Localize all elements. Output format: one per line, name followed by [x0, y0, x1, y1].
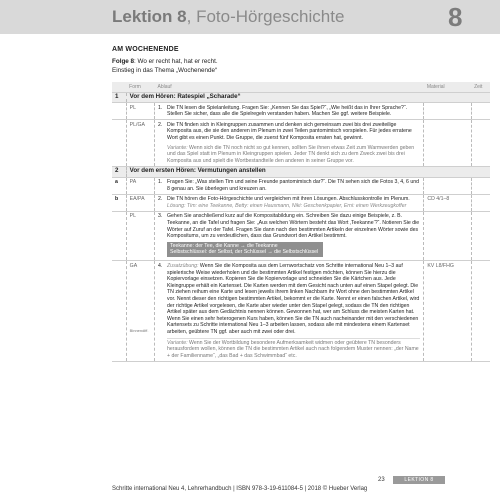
episode-topic: Einstieg in das Thema „Wochenende“	[112, 67, 218, 74]
subtask-letter: a	[112, 177, 126, 194]
variant-text: Wenn Sie der Wortbildung besondere Aufmerksamkeit widmen oder geübtere TN besonders herausfordern wollen, können die TN die bestimmten Artikel auch nach folgendem Muster nennen: „der Name + der Familienname“, „das Bad + das Schwimmbad“ etc.	[167, 339, 419, 359]
step-text: Fragen Sie: „Was stellen Tim und seine Freunde pantomimisch dar?“. Die TN sehen sich die Fotos 3, 4, 6 und 8 genau an. Sie überlegen und kreuzen an.	[167, 179, 420, 192]
step-text: Die TN hören die Foto-Hörgeschichte und vergleichen mit ihren Lösungen. Abschlusskontrolle im Plenum.	[167, 196, 410, 203]
lesson-subtitle: , Foto-Hörgeschichte	[186, 7, 345, 26]
step-number: 2.	[158, 121, 163, 128]
social-form: PL	[126, 103, 154, 120]
procedure-cell	[155, 103, 424, 120]
table-row	[112, 120, 490, 167]
section-number: 1	[112, 92, 126, 103]
table-row	[112, 194, 490, 211]
board-line: Selbstschlüssel: der Selbst, der Schlüssel → die Selbstschlüssel	[170, 249, 319, 256]
variant-label: Variante:	[167, 144, 188, 151]
episode-line	[112, 57, 442, 66]
procedure-cell	[155, 194, 424, 211]
table-row	[112, 211, 490, 261]
section-number: 2	[112, 166, 126, 177]
step-text: Die TN lesen die Spielanleitung. Fragen Sie: „Kennen Sie das Spiel?“, „Wie heißt das in Ihrer Sprache?“. Stellen Sie sicher, dass alle die Spielregeln verstanden haben. Machen Sie ggf. weitere Beispiele.	[167, 104, 408, 118]
section-heading: Vor dem Hören: Ratespiel „Scharade“	[126, 92, 490, 103]
social-form: PL/GA	[126, 120, 154, 167]
lesson-label: Lektion 8	[112, 7, 187, 26]
step-text: Die TN finden sich in Kleingruppen zusammen und denken sich gemeinsam zwei bis drei zweiteilige Komposita aus, die sie den anderen im Plenum in zwei Teilen pantomimisch vorspielen. Für jedes erratene Wort gibt es einen Punkt. Die Gruppe, die zuerst fünf Komposita erraten hat, gewinnt.	[167, 121, 412, 142]
procedure-cell	[155, 120, 424, 167]
section-row-2	[112, 166, 490, 177]
col-header-material: Material	[424, 82, 471, 92]
board-line: Teekanne: der Tee, die Kanne → die Teekanne	[170, 242, 278, 249]
table-row	[112, 103, 490, 120]
col-header-procedure: Ablauf	[155, 82, 424, 92]
step-text: Gehen Sie anschließend kurz auf die Kompositabildung ein. Schreiben Sie dazu einige Beispiele, z. B. Teekanne, an die Tafel und fragen Sie: „Aus welchen Wörtern besteht das Wort ‚Teekanne‘?“. Notieren Sie die Wörter auf Zuruf an der Tafel. Fragen Sie dann nach den bestimmten Artikeln der einzelnen Wörter sowie des Kompositums, um zu verdeutlichen, dass das Grundwort den Artikel bestimmt.	[167, 213, 420, 240]
lesson-badge: LEKTION 8	[393, 476, 445, 484]
episode-intro	[112, 57, 442, 75]
step-number: 1.	[158, 179, 163, 186]
social-form: PL	[126, 211, 154, 261]
procedure-cell	[155, 177, 424, 194]
step-number: 4.	[158, 262, 163, 269]
step-number: 1.	[158, 104, 163, 111]
footer-credits: Schritte international Neu 4, Lehrerhandbuch | ISBN 978-3-19-611084-5 | 2018 © Hueber Verlag	[112, 486, 368, 492]
extra-exercise-label: Zusatzübung:	[167, 262, 199, 269]
lesson-number: 8	[448, 2, 463, 32]
step-number: 2.	[158, 196, 163, 203]
episode-label: Folge 8	[112, 58, 135, 65]
table-row	[112, 177, 490, 194]
variant-text: Wenn sich die TN noch nicht so gut kennen, sollten Sie ihnen etwas Zeit zum Warmwerden geben und das Spiel statt im Plenum in Kleingruppen spielen. Jeder TN denkt sich zu dem Zweck zwei bis drei Komposita aus und spielt die Wortbestandteile den anderen in seiner Gruppe vor.	[167, 144, 415, 164]
social-form: GA	[129, 262, 138, 269]
section-row-1	[112, 92, 490, 103]
col-header-form: Form	[126, 82, 154, 92]
subtask-letter: b	[112, 194, 126, 211]
section-title: AM WOCHENENDE	[112, 46, 179, 53]
lesson-header	[0, 0, 500, 34]
solution-note: Lösung: Tim: eine Teekanne, Betty: einen Hausmann, Niki: Geschenkpapier, Erni: einen Werkzeugkoffer	[167, 202, 407, 209]
social-form: PA	[126, 177, 154, 194]
table-row	[112, 261, 490, 361]
section-heading: Vor dem ersten Hören: Vermutungen anstellen	[126, 166, 490, 177]
variant-note	[167, 338, 420, 360]
material-cell: CD 4/1–8	[424, 194, 471, 211]
col-header-step	[112, 82, 126, 92]
step-text: Wenn Sie die Komposita aus dem Lernwortschatz von Schritte international Neu 1–3 auf spielerische Weise wiederholen und die bestimmten Artikel festigen möchten, können Sie hierzu die Kopiervorlage einsetzen. Kopieren Sie die Kopiervorlage und schneiden Sie die Kärtchen aus. Jede Kleingruppe erhält ein Kartenset. Die Karten werden mit dem Gesicht nach unten auf einen Stapel gelegt. Die TN ziehen reihum eine Karte und lesen jeweils ihrem linken Nachbarn ihr Wort ohne den bestimmten Artikel vor. Nennt dieser den richtigen bestimmten Artikel, bekommt er die Karte. Nennt er einen falschen Artikel, wird der richtige Artikel vorgelesen, die Karte aber wieder unter den Stapel gelegt, sodass die TN den richtigen Artikel später aus dem Gedächtnis nennen können. Gewonnen hat, wer am Schluss die meisten Karten hat. Wenn Sie einen sehr heterogenen Kurs haben, können Sie die TN auch nacheinander mit den verschiedenen Kartensets zu Schritte international Neu 1–3 arbeiten lassen, sodass alle mit mindestens einem Kartenset arbeiten, geübtere TN ggf. aber auch mit zwei oder drei.	[167, 262, 420, 335]
table-header	[112, 82, 490, 92]
lesson-title	[112, 7, 344, 27]
board-example	[167, 242, 323, 257]
lesson-plan-table	[112, 82, 490, 362]
social-form-cell	[126, 261, 154, 361]
differentiation-stamp: Binnendiff.	[129, 327, 149, 333]
social-form: EA/PA	[126, 194, 154, 211]
page-number: 23	[378, 477, 385, 483]
step-number: 3.	[158, 213, 163, 220]
material-cell: KV L8/FHG	[424, 261, 471, 361]
procedure-cell	[155, 261, 424, 361]
episode-title: : Wo er recht hat, hat er recht.	[134, 58, 218, 65]
procedure-cell	[155, 211, 424, 261]
step-text-wrap	[167, 263, 420, 336]
variant-note	[167, 144, 420, 165]
col-header-time: Zeit	[471, 82, 490, 92]
variant-label: Variante:	[167, 339, 188, 346]
